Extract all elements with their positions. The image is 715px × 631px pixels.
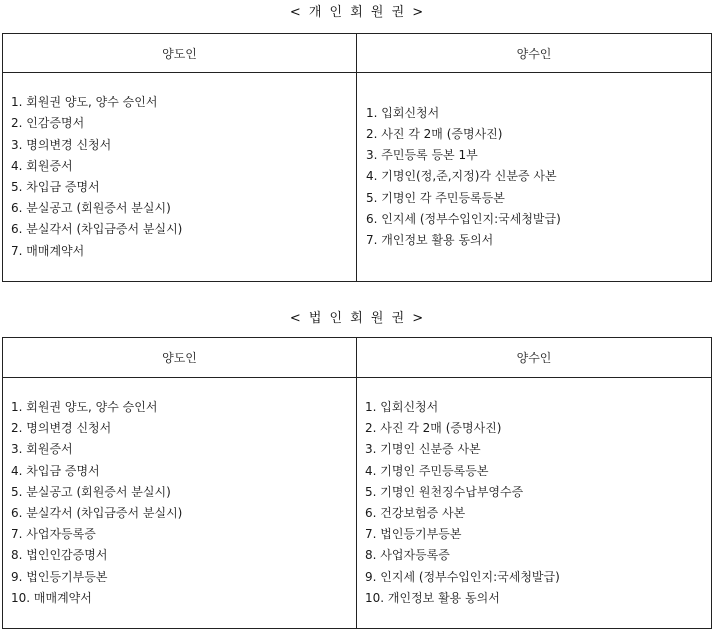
- list-item: 7. 개인정보 활용 동의서: [366, 233, 494, 247]
- list-item: 6. 분실각서 (차입금증서 분실시): [11, 506, 183, 520]
- list-item: 1. 입회신청서: [366, 105, 440, 120]
- list-item: 4. 기명인(정,준,지정)각 신분증 사본: [366, 169, 557, 184]
- list-item: 6. 건강보험증 사본: [365, 506, 466, 520]
- transferor-header: 양도인: [3, 338, 357, 378]
- list-item: 10. 매매계약서: [11, 590, 92, 605]
- list-item: 10. 개인정보 활용 동의서: [365, 590, 500, 605]
- list-item: 3. 명의변경 신청서: [11, 137, 112, 152]
- transferor-document-list: [3, 397, 356, 609]
- list-item: 3. 기명인 신분증 사본: [365, 442, 481, 457]
- list-item: 7. 매매계약서: [11, 243, 85, 258]
- list-item: 2. 사진 각 2매 (증명사진): [365, 421, 502, 436]
- table-body-row: [3, 378, 712, 629]
- transferee-cell: [357, 378, 712, 629]
- corporate-requirements-table: [2, 337, 712, 629]
- individual-requirements-table: [2, 33, 712, 282]
- list-item: 8. 사업자등록증: [365, 548, 450, 563]
- list-item: 7. 법인등기부등본: [365, 527, 462, 542]
- table-header-row: [3, 338, 712, 378]
- list-item: 6. 인지세 (정부수입인지:국세청발급): [366, 211, 561, 226]
- list-item: 3. 회원증서: [11, 442, 73, 457]
- corporate-section-title: < 법 인 회 원 권 >: [289, 311, 426, 326]
- transferor-cell: [3, 73, 357, 282]
- list-item: 9. 법인등기부등본: [11, 569, 108, 584]
- list-item: 6. 분실각서 (차입금증서 분실시): [11, 222, 183, 237]
- individual-section-title: < 개 인 회 원 권 >: [289, 5, 426, 20]
- list-item: 9. 인지세 (정부수입인지:국세청발급): [365, 569, 560, 584]
- list-item: 4. 회원증서: [11, 158, 73, 173]
- transferor-document-list: [3, 92, 356, 262]
- transferee-cell: [357, 73, 712, 282]
- list-item: 4. 기명인 주민등록등본: [365, 463, 489, 478]
- list-item: 2. 인감증명서: [11, 116, 85, 131]
- list-item: 2. 사진 각 2매 (증명사진): [366, 126, 503, 141]
- transferee-document-list: [357, 397, 711, 609]
- list-item: 2. 명의변경 신청서: [11, 421, 112, 436]
- list-item: 7. 사업자등록증: [11, 527, 96, 542]
- list-item: 5. 기명인 각 주민등록등본: [366, 190, 505, 205]
- list-item: 8. 법인인감증명서: [11, 548, 108, 563]
- transferor-header: 양도인: [3, 34, 357, 73]
- transferee-document-list: [357, 103, 711, 251]
- list-item: 1. 회원권 양도, 양수 승인서: [11, 399, 158, 414]
- list-item: 5. 기명인 원천징수납부영수증: [365, 484, 524, 499]
- list-item: 5. 차입금 증명서: [11, 180, 100, 194]
- table-body-row: [3, 73, 712, 282]
- table-header-row: [3, 34, 712, 73]
- list-item: 1. 입회신청서: [365, 399, 439, 414]
- list-item: 1. 회원권 양도, 양수 승인서: [11, 95, 158, 110]
- transferee-header: 양수인: [357, 338, 712, 378]
- list-item: 4. 차입금 증명서: [11, 463, 100, 478]
- transferee-header: 양수인: [357, 34, 712, 73]
- list-item: 6. 분실공고 (회원증서 분실시): [11, 201, 171, 216]
- list-item: 5. 분실공고 (회원증서 분실시): [11, 484, 171, 499]
- list-item: 3. 주민등록 등본 1부: [366, 148, 478, 163]
- transferor-cell: [3, 378, 357, 629]
